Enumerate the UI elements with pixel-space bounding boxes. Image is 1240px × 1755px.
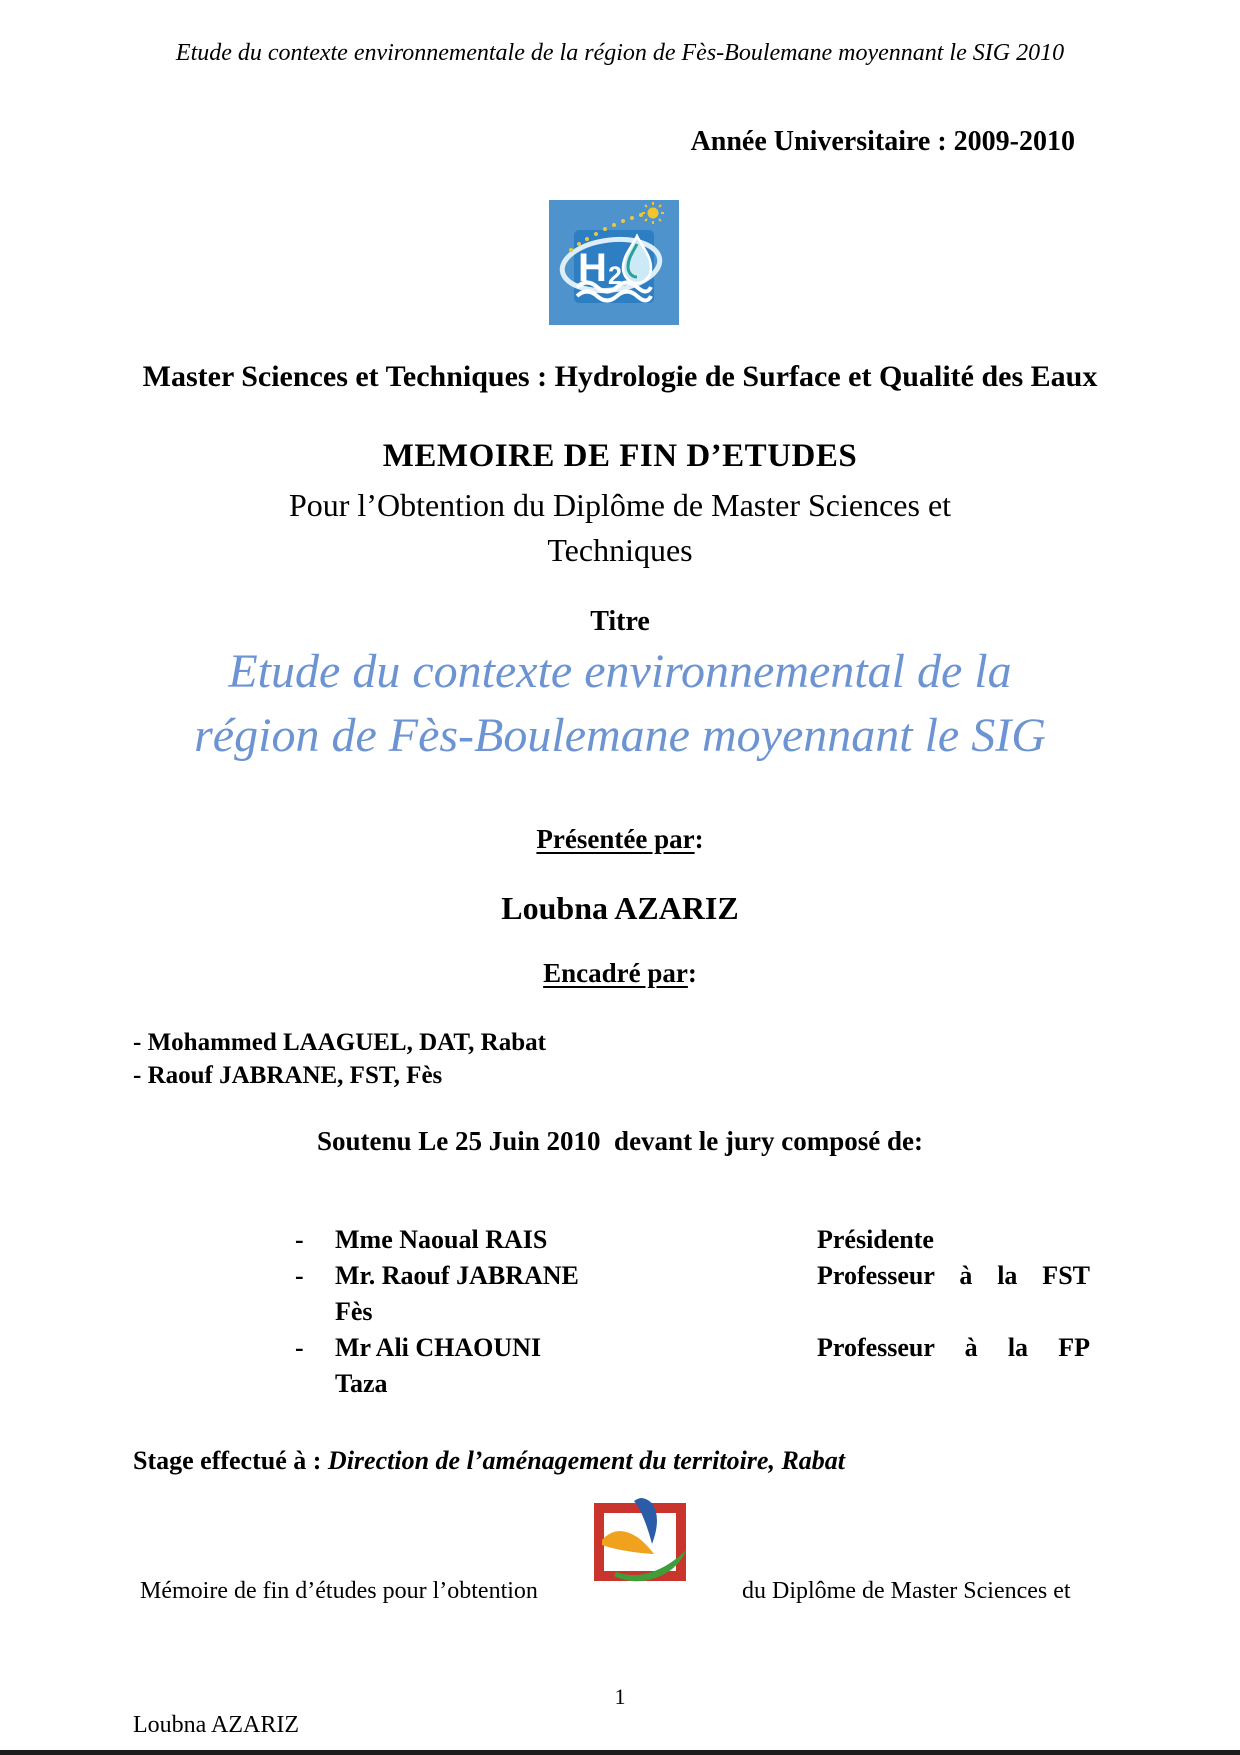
memoire-subtitle-line1: Pour l’Obtention du Diplôme de Master Sciences et: [288, 487, 952, 523]
program-title: Master Sciences et Techniques : Hydrologie de Surface et Qualité des Eaux: [142, 360, 1098, 393]
thesis-title-line2: région de Fès-Boulemane moyennant le SIG: [194, 709, 1046, 762]
footer-left-text: Mémoire de fin d’études pour l’obtention: [140, 1578, 538, 1604]
academic-year: Année Universitaire : 2009-2010: [690, 126, 1075, 157]
scan-bottom-edge: [0, 1750, 1240, 1755]
jury-member-role: Présidente: [817, 1225, 934, 1254]
thesis-title: [0, 640, 1240, 768]
memoire-subtitle: [0, 483, 1240, 573]
supervisor-item: - Raouf JABRANE, FST, Fès: [133, 1062, 443, 1089]
supervised-by-label: Encadré par: [543, 958, 688, 988]
defense-intro: Soutenu Le 25 Juin 2010 devant le jury composé de:: [316, 1126, 924, 1156]
titre-label: Titre: [590, 606, 650, 637]
memoire-subtitle-line2: Techniques: [547, 532, 693, 568]
jury-bullet: -: [295, 1333, 304, 1362]
internship-label: Stage effectué à :: [133, 1446, 328, 1475]
jury-bullet: -: [295, 1261, 304, 1290]
presented-by-label: Présentée par: [536, 824, 695, 854]
jury-member-name: Mr Ali CHAOUNI: [335, 1333, 542, 1362]
page-number: 1: [614, 1684, 626, 1709]
supervisors-list: [133, 1026, 546, 1092]
h2o-letter-h: H: [578, 246, 607, 290]
jury-row: [295, 1222, 1090, 1258]
dat-logo: [592, 1496, 688, 1584]
supervised-by-heading: [0, 958, 1240, 989]
jury-member-role: Professeur à la FST: [817, 1261, 1090, 1290]
footer-author: Loubna AZARIZ: [133, 1712, 299, 1738]
jury-row: [295, 1330, 1090, 1366]
thesis-title-line1: Etude du contexte environnemental de la: [228, 645, 1012, 698]
supervisor-item: - Mohammed LAAGUEL, DAT, Rabat: [133, 1029, 546, 1056]
jury-continuation: Fès: [335, 1297, 373, 1326]
jury-member-name: Mr. Raouf JABRANE: [335, 1261, 579, 1290]
h2o-letter-2: 2: [608, 262, 622, 290]
jury-list: [295, 1222, 1090, 1402]
footer-right-text: du Diplôme de Master Sciences et: [742, 1578, 1071, 1604]
author-name: Loubna AZARIZ: [501, 890, 739, 926]
jury-continuation: Taza: [335, 1369, 388, 1398]
memoire-title: MEMOIRE DE FIN D’ETUDES: [382, 438, 858, 474]
h2o-master-logo: [549, 200, 679, 325]
presented-by-heading: [0, 824, 1240, 855]
presented-by-colon: :: [694, 824, 704, 854]
jury-member-role: Professeur à la FP: [817, 1333, 1090, 1362]
internship-location: Direction de l’aménagement du territoire, Rabat: [327, 1446, 846, 1475]
jury-bullet: -: [295, 1225, 304, 1254]
running-header: Etude du contexte environnementale de la région de Fès-Boulemane moyennant le SIG 2010: [175, 40, 1065, 66]
jury-member-name: Mme Naoual RAIS: [335, 1225, 548, 1254]
supervised-by-colon: :: [687, 958, 697, 988]
jury-row: [295, 1258, 1090, 1294]
internship-line: [133, 1446, 845, 1476]
